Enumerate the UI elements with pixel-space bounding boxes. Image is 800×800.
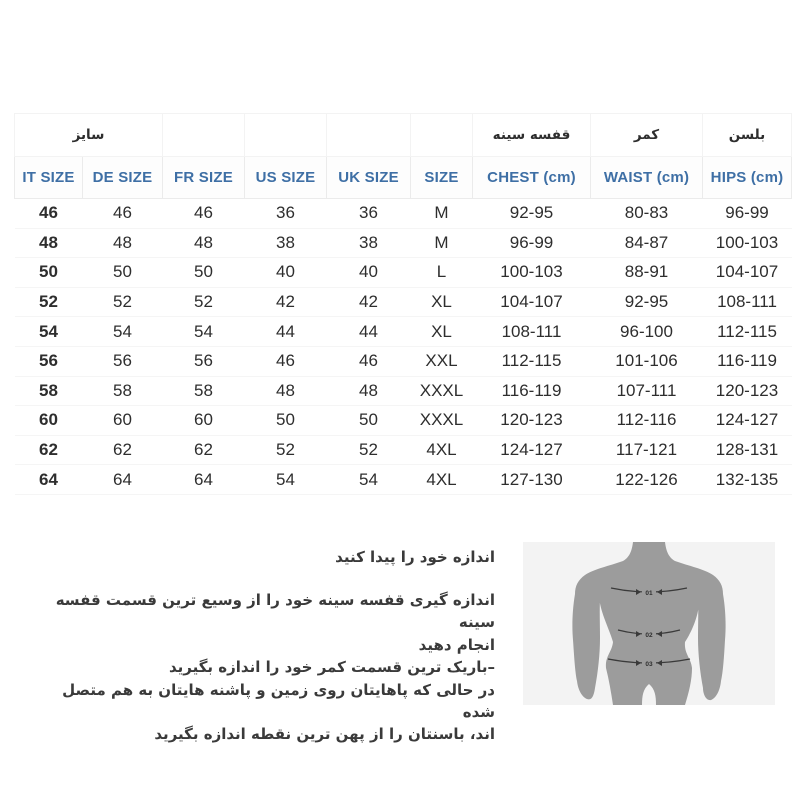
table-cell: 40: [327, 258, 411, 288]
table-cell: 120-123: [473, 406, 591, 436]
table-cell: 50: [15, 258, 83, 288]
table-cell: 48: [327, 376, 411, 406]
table-cell: XXL: [411, 346, 473, 376]
table-cell: 92-95: [473, 199, 591, 229]
group-label-hips: بلسن: [703, 114, 792, 157]
table-row: [15, 465, 792, 495]
table-cell: 60: [163, 406, 245, 436]
table-cell: 52: [83, 287, 163, 317]
table-cell: 127-130: [473, 465, 591, 495]
table-cell: 46: [83, 199, 163, 229]
table-cell: 80-83: [591, 199, 703, 229]
table-cell: 46: [15, 199, 83, 229]
table-cell: 38: [327, 228, 411, 258]
table-cell: XXXL: [411, 376, 473, 406]
table-cell: 116-119: [703, 346, 792, 376]
table-cell: 4XL: [411, 465, 473, 495]
table-cell: M: [411, 228, 473, 258]
table-cell: 112-115: [703, 317, 792, 347]
table-cell: 48: [83, 228, 163, 258]
table-cell: 52: [163, 287, 245, 317]
table-cell: 124-127: [473, 435, 591, 465]
table-cell: 120-123: [703, 376, 792, 406]
table-cell: 36: [245, 199, 327, 229]
group-label-waist: کمر: [591, 114, 703, 157]
table-cell: 46: [245, 346, 327, 376]
table-cell: 88-91: [591, 258, 703, 288]
table-cell: 96-99: [473, 228, 591, 258]
persian-group-label-row: [15, 114, 792, 157]
table-cell: 52: [327, 435, 411, 465]
table-cell: 112-115: [473, 346, 591, 376]
table-row: [15, 317, 792, 347]
table-row: [15, 435, 792, 465]
table-cell: 58: [83, 376, 163, 406]
table-cell: 42: [245, 287, 327, 317]
instruction-line: اندازه گیری قفسه سینه خود را از وسیع ترین قسمت قفسه سینه: [55, 591, 495, 632]
column-header: SIZE: [411, 157, 473, 199]
column-header: IT SIZE: [15, 157, 83, 199]
size-table-body: [15, 199, 792, 495]
chest-measure-label: 01: [645, 589, 653, 597]
table-cell: 60: [83, 406, 163, 436]
table-cell: 48: [15, 228, 83, 258]
table-row: [15, 228, 792, 258]
measurement-instructions: [55, 546, 495, 746]
column-header: DE SIZE: [83, 157, 163, 199]
table-cell: 124-127: [703, 406, 792, 436]
table-cell: 62: [163, 435, 245, 465]
table-cell: 96-99: [703, 199, 792, 229]
instruction-lines: [55, 589, 495, 746]
table-cell: 100-103: [703, 228, 792, 258]
table-cell: 50: [327, 406, 411, 436]
table-row: [15, 287, 792, 317]
table-row: [15, 199, 792, 229]
waist-measure-label: 02: [645, 631, 653, 639]
column-header: UK SIZE: [327, 157, 411, 199]
body-diagram: [523, 542, 775, 705]
column-header: CHEST (cm): [473, 157, 591, 199]
table-row: [15, 376, 792, 406]
table-cell: 42: [327, 287, 411, 317]
instruction-line: –باریک ترین قسمت کمر خود را اندازه بگیرید: [168, 658, 495, 677]
table-cell: 112-116: [591, 406, 703, 436]
table-cell: 50: [83, 258, 163, 288]
table-cell: 56: [15, 346, 83, 376]
table-cell: XXXL: [411, 406, 473, 436]
table-cell: 52: [245, 435, 327, 465]
table-cell: 44: [327, 317, 411, 347]
table-cell: 54: [245, 465, 327, 495]
table-cell: 122-126: [591, 465, 703, 495]
hips-measure-label: 03: [645, 660, 653, 668]
column-header: US SIZE: [245, 157, 327, 199]
table-cell: 64: [83, 465, 163, 495]
table-cell: 52: [15, 287, 83, 317]
size-table-header-row: [15, 157, 792, 199]
table-cell: 46: [163, 199, 245, 229]
size-chart-table: [14, 113, 792, 495]
group-label-empty: [411, 114, 473, 157]
table-cell: 60: [15, 406, 83, 436]
table-cell: 50: [163, 258, 245, 288]
table-cell: L: [411, 258, 473, 288]
table-cell: 4XL: [411, 435, 473, 465]
table-row: [15, 406, 792, 436]
table-cell: M: [411, 199, 473, 229]
group-label-size: سایز: [15, 114, 163, 157]
group-label-chest: قفسه سینه: [473, 114, 591, 157]
table-cell: 38: [245, 228, 327, 258]
table-cell: 54: [163, 317, 245, 347]
table-cell: 104-107: [473, 287, 591, 317]
column-header: WAIST (cm): [591, 157, 703, 199]
table-cell: 96-100: [591, 317, 703, 347]
body-measurement-figure: [523, 542, 775, 705]
column-header: FR SIZE: [163, 157, 245, 199]
table-cell: 54: [15, 317, 83, 347]
group-label-empty: [245, 114, 327, 157]
table-cell: XL: [411, 287, 473, 317]
table-cell: 64: [163, 465, 245, 495]
instruction-line: در حالی که پاهایتان روی زمین و پاشنه هایتان به هم متصل شده: [62, 680, 495, 722]
table-cell: 64: [15, 465, 83, 495]
table-cell: 40: [245, 258, 327, 288]
table-cell: 107-111: [591, 376, 703, 406]
table-cell: 100-103: [473, 258, 591, 288]
table-cell: 46: [327, 346, 411, 376]
table-cell: 128-131: [703, 435, 792, 465]
table-cell: 108-111: [473, 317, 591, 347]
table-cell: 116-119: [473, 376, 591, 406]
table-cell: XL: [411, 317, 473, 347]
table-cell: 104-107: [703, 258, 792, 288]
table-row: [15, 346, 792, 376]
table-cell: 48: [163, 228, 245, 258]
table-cell: 50: [245, 406, 327, 436]
instructions-title: اندازه خود را پیدا کنید: [335, 548, 495, 566]
instruction-line: اند، باسنتان را از پهن ترین نقطه اندازه بگیرید: [154, 725, 495, 744]
table-cell: 62: [83, 435, 163, 465]
table-row: [15, 258, 792, 288]
table-cell: 36: [327, 199, 411, 229]
table-cell: 58: [15, 376, 83, 406]
table-cell: 117-121: [591, 435, 703, 465]
table-cell: 84-87: [591, 228, 703, 258]
table-cell: 132-135: [703, 465, 792, 495]
instruction-line: انجام دهید: [418, 635, 495, 654]
table-cell: 62: [15, 435, 83, 465]
table-cell: 101-106: [591, 346, 703, 376]
table-cell: 44: [245, 317, 327, 347]
table-cell: 54: [83, 317, 163, 347]
table-cell: 92-95: [591, 287, 703, 317]
table-cell: 108-111: [703, 287, 792, 317]
group-label-empty: [327, 114, 411, 157]
table-cell: 54: [327, 465, 411, 495]
group-label-empty: [163, 114, 245, 157]
table-cell: 48: [245, 376, 327, 406]
column-header: HIPS (cm): [703, 157, 792, 199]
table-cell: 56: [163, 346, 245, 376]
table-cell: 58: [163, 376, 245, 406]
table-cell: 56: [83, 346, 163, 376]
